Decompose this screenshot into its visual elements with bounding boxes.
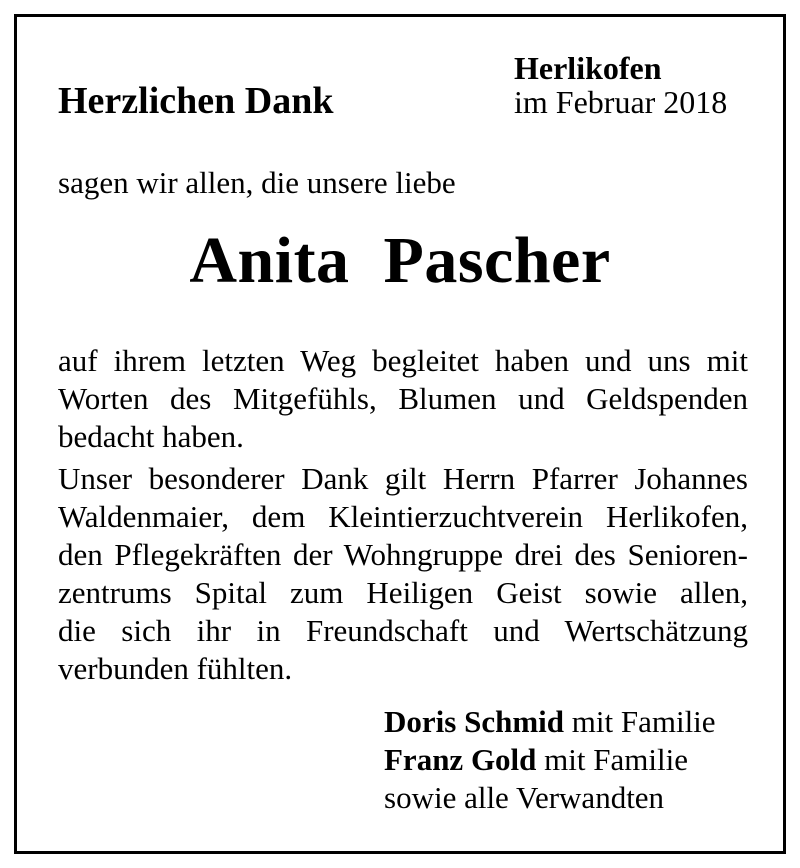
paragraph-line: Worten des Mitgefühls, Blumen und Geldspenden: [58, 381, 748, 416]
paragraph-line: die sich ihr in Freundschaft und Wertschätzung: [58, 613, 748, 648]
signature-suffix: mit Familie: [564, 704, 716, 739]
paragraph-line: Waldenmaier, dem Kleintierzuchtverein Herlikofen,: [58, 499, 748, 534]
paragraph-special-thanks: [58, 460, 748, 688]
place: Herlikofen: [514, 50, 662, 86]
paragraph-line: zentrums Spital zum Heiligen Geist sowie allen,: [58, 575, 748, 610]
signature-name: Franz Gold: [384, 742, 537, 777]
signature-suffix: sowie alle Verwandten: [384, 780, 665, 815]
signatures: [384, 703, 716, 817]
signature-line: [384, 779, 716, 817]
signature-line: [384, 741, 716, 779]
paragraph-line: den Pflegekräften der Wohngruppe drei des Senioren-: [58, 537, 748, 572]
signature-suffix: mit Familie: [536, 742, 688, 777]
signature-name: Doris Schmid: [384, 704, 564, 739]
paragraph-line: auf ihrem letzten Weg begleitet haben und uns mit: [58, 343, 748, 378]
place-date-block: [514, 51, 727, 119]
date: im Februar 2018: [514, 84, 728, 120]
paragraph-thanks: [58, 342, 748, 456]
paragraph-line: verbunden fühlten.: [58, 651, 293, 686]
paragraph-line: bedacht haben.: [58, 419, 244, 454]
deceased-name: Anita Pascher: [189, 224, 611, 297]
obituary-notice: [14, 14, 786, 854]
paragraph-line: Unser besonderer Dank gilt Herrn Pfarrer Johannes: [58, 461, 748, 496]
signature-line: [384, 703, 716, 741]
notice-title: Herzlichen Dank: [58, 80, 334, 122]
intro-text: sagen wir allen, die unsere liebe: [58, 165, 456, 200]
